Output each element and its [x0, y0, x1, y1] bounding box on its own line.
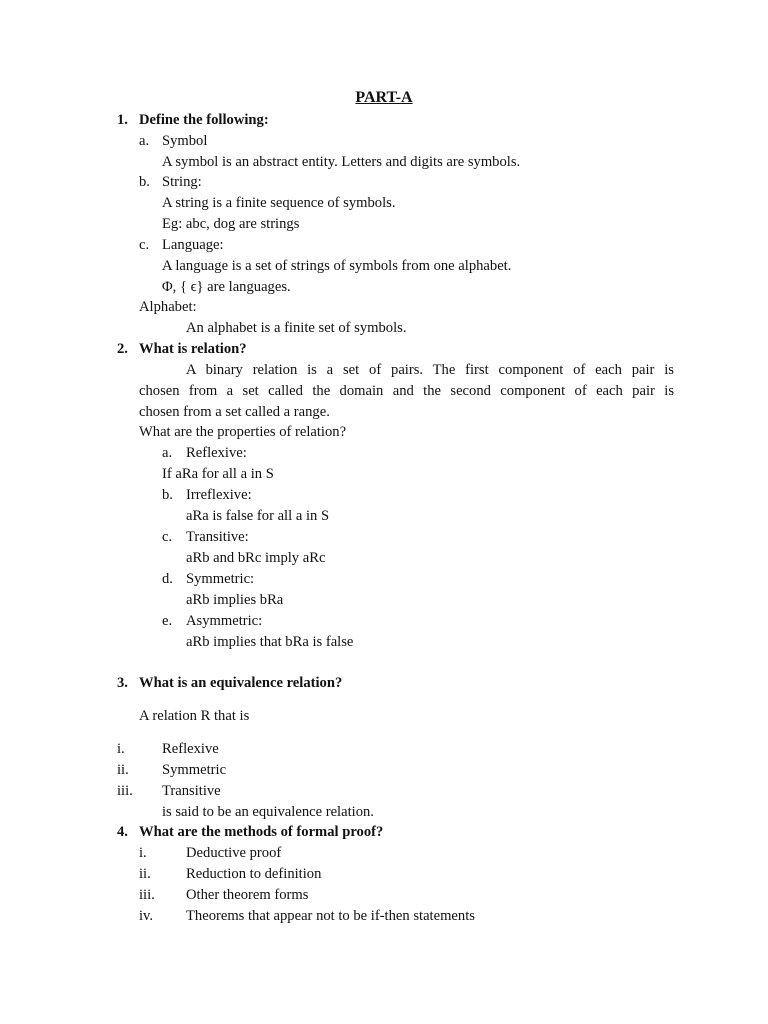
term: Asymmetric: [186, 613, 263, 629]
definition: aRb implies bRa [186, 592, 284, 608]
paragraph-text: chosen from a set called the domain and the second component of each pair is [139, 383, 674, 399]
conclusion-text: is said to be an equivalence relation. [162, 804, 374, 820]
question-number: 2. [117, 341, 128, 357]
definition: aRb and bRc imply aRc [186, 550, 326, 566]
list-marker: ii. [117, 762, 129, 778]
question-heading: What are the methods of formal proof? [139, 824, 384, 840]
paragraph-line [186, 361, 674, 379]
list-marker: iii. [117, 783, 133, 799]
list-marker: iii. [139, 887, 155, 903]
paragraph-line: chosen from a set called a range. [139, 404, 330, 420]
list-marker: i. [139, 845, 147, 861]
list-item: Reduction to definition [186, 866, 322, 882]
example: Φ, { ϵ} are languages. [162, 279, 291, 295]
definition: If aRa for all a in S [162, 466, 274, 482]
term: Irreflexive: [186, 487, 252, 503]
definition: A language is a set of strings of symbols from one alphabet. [162, 258, 512, 274]
term: Transitive: [186, 529, 249, 545]
list-marker: iv. [139, 908, 154, 924]
question-heading: Define the following: [139, 112, 269, 128]
list-item: Reflexive [162, 741, 219, 757]
definition: An alphabet is a finite set of symbols. [186, 320, 407, 336]
sub-question: What are the properties of relation? [139, 424, 347, 440]
list-marker: a. [139, 133, 150, 149]
definition: aRb implies that bRa is false [186, 634, 354, 650]
list-marker: d. [162, 571, 173, 587]
term: Language: [162, 237, 224, 253]
list-marker: ii. [139, 866, 151, 882]
list-item: Deductive proof [186, 845, 282, 861]
term: Symmetric: [186, 571, 255, 587]
question-heading: What is relation? [139, 341, 247, 357]
question-heading: What is an equivalence relation? [139, 675, 343, 691]
list-marker: e. [162, 613, 173, 629]
list-marker: b. [139, 174, 150, 190]
definition: A string is a finite sequence of symbols. [162, 195, 396, 211]
list-marker: b. [162, 487, 173, 503]
list-marker: a. [162, 445, 173, 461]
term: Alphabet: [139, 299, 197, 315]
list-item: Symmetric [162, 762, 227, 778]
list-marker: c. [162, 529, 173, 545]
list-marker: c. [139, 237, 150, 253]
question-number: 1. [117, 112, 128, 128]
page-title: PART-A [355, 89, 413, 106]
definition: aRa is false for all a in S [186, 508, 330, 524]
list-marker: i. [117, 741, 125, 757]
intro-text: A relation R that is [139, 708, 250, 724]
paragraph-text: A binary relation is a set of pairs. The first component of each pair is [186, 362, 674, 378]
list-item: Other theorem forms [186, 887, 309, 903]
term: Reflexive: [186, 445, 247, 461]
term: String: [162, 174, 202, 190]
question-number: 3. [117, 675, 128, 691]
question-number: 4. [117, 824, 128, 840]
list-item: Transitive [162, 783, 221, 799]
term: Symbol [162, 133, 208, 149]
list-item: Theorems that appear not to be if-then statements [186, 908, 475, 924]
example: Eg: abc, dog are strings [162, 216, 300, 232]
paragraph-line [139, 382, 674, 400]
definition: A symbol is an abstract entity. Letters and digits are symbols. [162, 154, 521, 170]
